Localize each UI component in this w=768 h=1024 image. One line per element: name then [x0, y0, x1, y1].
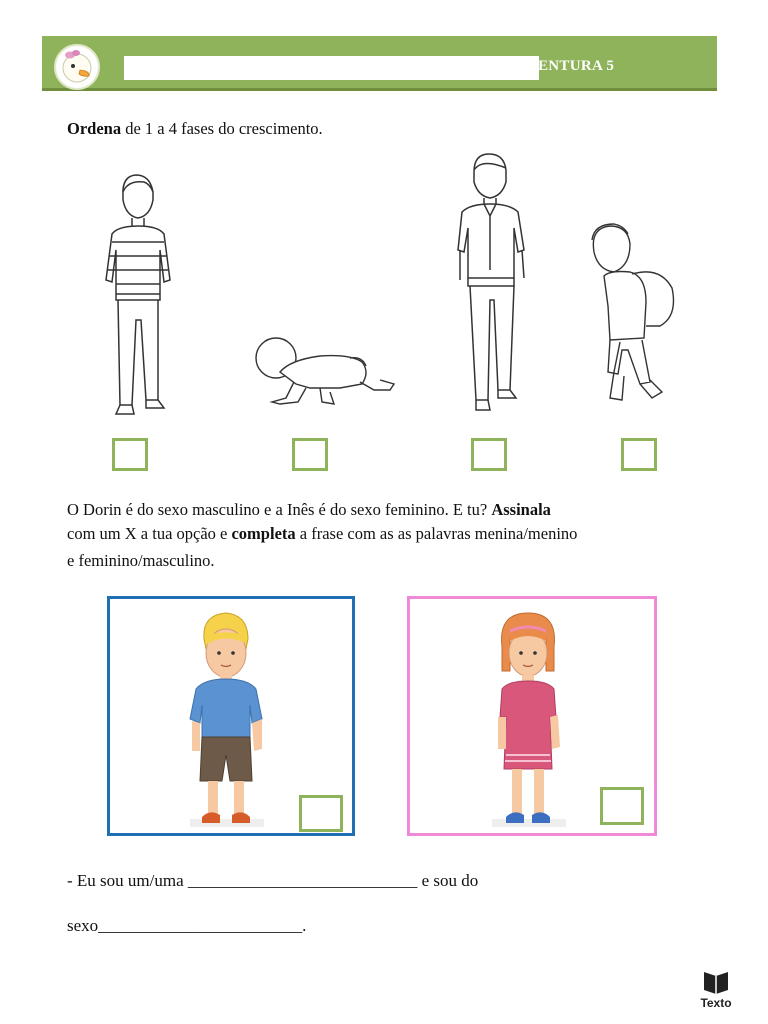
instruction-bold: Ordena [67, 119, 122, 138]
brand-label: Texto [700, 996, 732, 1010]
boy-striped-shirt-figure [98, 170, 188, 427]
paragraph-line-1 [67, 497, 551, 523]
line2-bold: completa [231, 524, 296, 543]
header-bar [42, 36, 717, 91]
paragraph-line-2 [67, 521, 577, 547]
order-checkbox-4[interactable] [621, 438, 657, 471]
line3-text: e feminino/masculino. [67, 551, 215, 570]
girl-frame [407, 596, 657, 836]
order-checkbox-3[interactable] [471, 438, 507, 471]
line2-text-a: com um X a tua opção e [67, 524, 232, 543]
sentence-line-2: sexo________________________. [67, 916, 307, 935]
adult-man-figure [452, 150, 532, 423]
girl-colored-figure [484, 609, 574, 836]
order-checkbox-2[interactable] [292, 438, 328, 471]
header-title: ENTURA 5 [538, 58, 615, 74]
sentence-line-1: - Eu sou um/uma ___________________________ e sou do [67, 871, 479, 890]
line1-bold: Assinala [491, 500, 551, 519]
instruction-order [67, 116, 323, 142]
girl-checkbox[interactable] [600, 787, 644, 825]
texto-logo [694, 968, 738, 1010]
paragraph-line-3 [67, 548, 215, 574]
book-icon [694, 968, 738, 996]
order-checkbox-1[interactable] [112, 438, 148, 471]
boy-checkbox[interactable] [299, 795, 343, 832]
child-with-backpack-figure [580, 222, 690, 411]
instruction-rest: de 1 a 4 fases do crescimento. [121, 119, 323, 138]
duck-logo-icon [54, 44, 100, 90]
line2-text-b: a frase com as as palavras menina/menino [295, 524, 578, 543]
boy-frame [107, 596, 355, 836]
line1-text: O Dorin é do sexo masculino e a Inês é do sexo feminino. E tu? [67, 500, 492, 519]
crawling-baby-figure [250, 332, 400, 417]
boy-colored-figure [182, 609, 272, 836]
header-mask [124, 56, 539, 80]
